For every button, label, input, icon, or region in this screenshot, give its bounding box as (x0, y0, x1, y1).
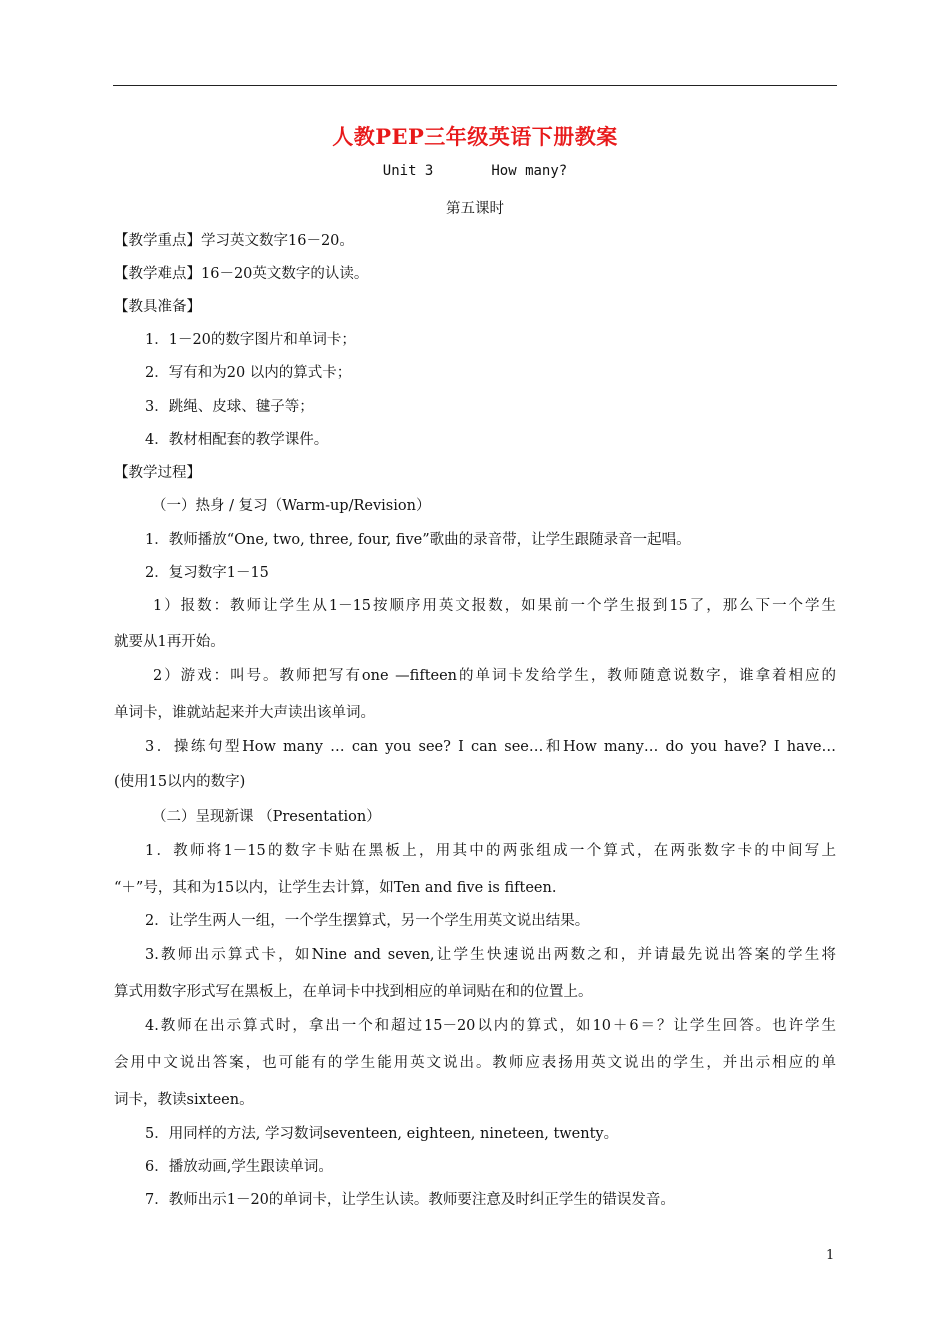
presentation-step-cont: 词卡，教读sixteen。 (114, 1092, 254, 1108)
presentation-step-cont: 算式用数字形式写在黑板上，在单词卡中找到相应的单词贴在和的位置上。 (114, 984, 593, 1000)
unit-label: Unit 3 (382, 163, 434, 179)
presentation-step: 6．播放动画,学生跟读单词。 (145, 1159, 333, 1175)
presentation-step: 5．用同样的方法, 学习数词seventeen, eighteen, nineteen, twenty。 (145, 1126, 619, 1142)
prep-heading: 【教具准备】 (114, 299, 201, 315)
prep-item: 3．跳绳、皮球、毽子等； (145, 399, 314, 415)
presentation-step-cont: “＋”号，其和为15以内，让学生去计算，如Ten and five is fifteen. (114, 880, 557, 896)
warmup-step-cont: (使用15以内的数字) (114, 774, 246, 790)
lesson-label: 第五课时 (446, 201, 504, 217)
prep-item: 1．1－20的数字图片和单词卡； (145, 332, 356, 348)
unit-title: How many? (491, 163, 568, 179)
process-heading: 【教学过程】 (114, 465, 201, 481)
presentation-step: 4.教师在出示算式时，拿出一个和超过15－20以内的算式，如10＋6＝？让学生回答。也许学生 (145, 1018, 836, 1034)
unit-line (0, 163, 950, 179)
presentation-step: 3.教师出示算式卡，如Nine and seven,让学生快速说出两数之和，并请最先说出答案的学生将 (145, 947, 836, 963)
warmup-step: 2．复习数字1－15 (145, 565, 269, 581)
prep-item: 4．教材相配套的教学课件。 (145, 432, 329, 448)
warmup-substep-cont: 单词卡，谁就站起来并大声读出该单词。 (114, 705, 375, 721)
document-title: 人教PEP三年级英语下册教案 (332, 124, 618, 149)
teaching-focus: 【教学重点】学习英文数字16－20。 (114, 233, 354, 249)
presentation-step-cont: 会用中文说出答案，也可能有的学生能用英文说出。教师应表扬用英文说出的学生，并出示相应的单 (114, 1055, 836, 1071)
warmup-substep: 1）报数：教师让学生从1－15按顺序用英文报数，如果前一个学生报到15了，那么下一个学生 (153, 598, 836, 614)
presentation-step: 7．教师出示1－20的单词卡，让学生认读。教师要注意及时纠正学生的错误发音。 (145, 1192, 675, 1208)
header-rule (113, 85, 837, 86)
prep-item: 2．写有和为20 以内的算式卡； (145, 365, 352, 381)
page-number: 1 (826, 1248, 835, 1263)
warmup-substep: 2）游戏：叫号。教师把写有one —fifteen的单词卡发给学生，教师随意说数字，谁拿着相应的 (153, 668, 836, 684)
warmup-substep-cont: 就要从1再开始。 (114, 634, 225, 650)
presentation-step: 1．教师将1－15的数字卡贴在黑板上，用其中的两张组成一个算式，在两张数字卡的中间写上 (145, 843, 836, 859)
warmup-step: 1．教师播放“One, two, three, four, five”歌曲的录音带，让学生跟随录音一起唱。 (145, 532, 691, 548)
presentation-step: 2．让学生两人一组，一个学生摆算式，另一个学生用英文说出结果。 (145, 913, 590, 929)
presentation-heading: （二）呈现新课 （Presentation） (152, 809, 381, 825)
teaching-difficulty: 【教学难点】16－20英文数字的认读。 (114, 266, 369, 282)
warmup-step: 3．操练句型How many … can you see? I can see…和How many… do you have? I have… (145, 739, 836, 755)
warmup-heading: （一）热身 / 复习（Warm-up/Revision） (152, 498, 431, 514)
